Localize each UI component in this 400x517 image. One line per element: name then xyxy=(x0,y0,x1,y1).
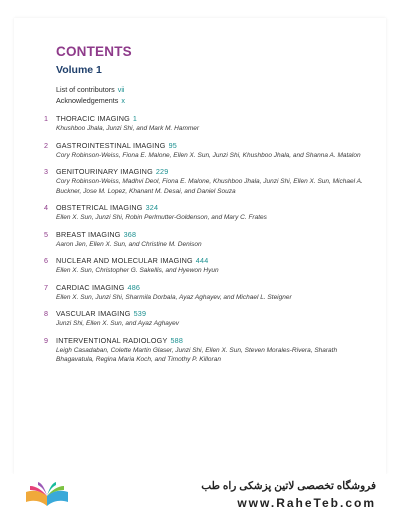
chapter-number: 5 xyxy=(44,229,48,239)
page-number: 95 xyxy=(168,140,177,150)
chapter-authors: Cory Robinson-Weiss, Fiona E. Malone, Ellen X. Sun, Junzi Shi, Khushboo Jhala, and Shanna A. Matalon xyxy=(56,151,361,159)
chapter-title: BREAST IMAGING xyxy=(56,229,121,239)
chapter-number: 3 xyxy=(44,167,48,176)
chapter-entry[interactable] xyxy=(44,283,364,303)
chapter-entry[interactable] xyxy=(44,203,364,223)
chapter-entry[interactable] xyxy=(44,167,364,196)
chapter-entry[interactable] xyxy=(44,141,364,161)
chapter-number: 4 xyxy=(44,203,48,212)
chapter-authors: Cory Robinson-Weiss, Madhvi Deol, Fiona E. Malone, Khushboo Jhala, Junzi Shi, Ellen X. Sun, Michael A. Buckner, Jose M. Lopez, Khanant M. Desai, and Daniel Souza xyxy=(56,178,363,195)
page-number: 486 xyxy=(127,282,141,292)
page-number: 539 xyxy=(133,309,147,318)
page-number: x xyxy=(121,96,125,105)
chapter-number: 2 xyxy=(44,140,48,150)
chapter-authors: Ellen X. Sun, Junzi Shi, Robin Perlmutter-Goldenson, and Mary C. Frates xyxy=(56,214,267,221)
store-name: فروشگاه تخصصی لاتین پزشکی راه طب xyxy=(201,480,376,492)
page-number: 324 xyxy=(145,203,159,212)
chapter-entry[interactable] xyxy=(44,309,364,329)
page-number: vii xyxy=(117,85,125,94)
chapter-entry[interactable] xyxy=(44,336,364,365)
chapter-title: OBSTETRICAL IMAGING xyxy=(56,203,143,212)
chapter-entry[interactable] xyxy=(44,114,364,134)
front-matter-item[interactable] xyxy=(56,95,125,106)
chapter-title: VASCULAR IMAGING xyxy=(56,309,131,318)
chapter-number: 1 xyxy=(44,114,48,123)
page-number: 444 xyxy=(195,256,209,265)
page-number: 1 xyxy=(132,114,138,123)
chapter-authors: Khushboo Jhala, Junzi Shi, and Mark M. Hammer xyxy=(56,125,200,132)
front-matter-label: List of contributors xyxy=(56,85,115,94)
front-matter-item[interactable] xyxy=(56,84,125,95)
chapter-authors: Ellen X. Sun, Junzi Shi, Sharmila Dorbala, Ayaz Aghayev, and Michael L. Steigner xyxy=(56,293,292,301)
page-number: 229 xyxy=(155,167,169,176)
store-url[interactable]: www.RaheTeb.com xyxy=(237,496,376,510)
open-book-logo-icon xyxy=(24,480,70,508)
chapter-entry[interactable] xyxy=(44,230,364,250)
chapter-authors: Leigh Casadaban, Colette Martin Glaser, Junzi Shi, Ellen X. Sun, Steven Morales-Rivera, Sharath Bhagavatula, Regina Maria Koch, and Timothy P. Killoran xyxy=(56,346,338,363)
page-number: 368 xyxy=(123,229,137,239)
chapter-number: 9 xyxy=(44,335,48,345)
chapter-entry[interactable] xyxy=(44,256,364,276)
chapter-title: NUCLEAR AND MOLECULAR IMAGING xyxy=(56,256,193,265)
page-number: 588 xyxy=(170,335,184,345)
chapter-number: 6 xyxy=(44,256,48,265)
chapter-list xyxy=(44,114,364,372)
chapter-number: 7 xyxy=(44,282,48,292)
chapter-title: INTERVENTIONAL RADIOLOGY xyxy=(56,335,168,345)
front-matter-list xyxy=(56,84,125,106)
volume-heading: Volume 1 xyxy=(56,64,102,76)
chapter-title: CARDIAC IMAGING xyxy=(56,282,125,292)
chapter-title: THORACIC IMAGING xyxy=(56,114,130,123)
watermark-footer xyxy=(0,474,400,517)
contents-heading: CONTENTS xyxy=(56,44,132,59)
chapter-authors: Junzi Shi, Ellen X. Sun, and Ayaz Aghayev xyxy=(56,320,180,327)
chapter-number: 8 xyxy=(44,309,48,318)
chapter-authors: Ellen X. Sun, Christopher G. Sakellis, and Hyewon Hyun xyxy=(56,267,219,274)
chapter-title: GASTROINTESTINAL IMAGING xyxy=(56,140,166,150)
front-matter-label: Acknowledgements xyxy=(56,96,119,105)
chapter-title: GENITOURINARY IMAGING xyxy=(56,167,153,176)
chapter-authors: Aaron Jen, Ellen X. Sun, and Christine M. Denison xyxy=(56,240,202,248)
